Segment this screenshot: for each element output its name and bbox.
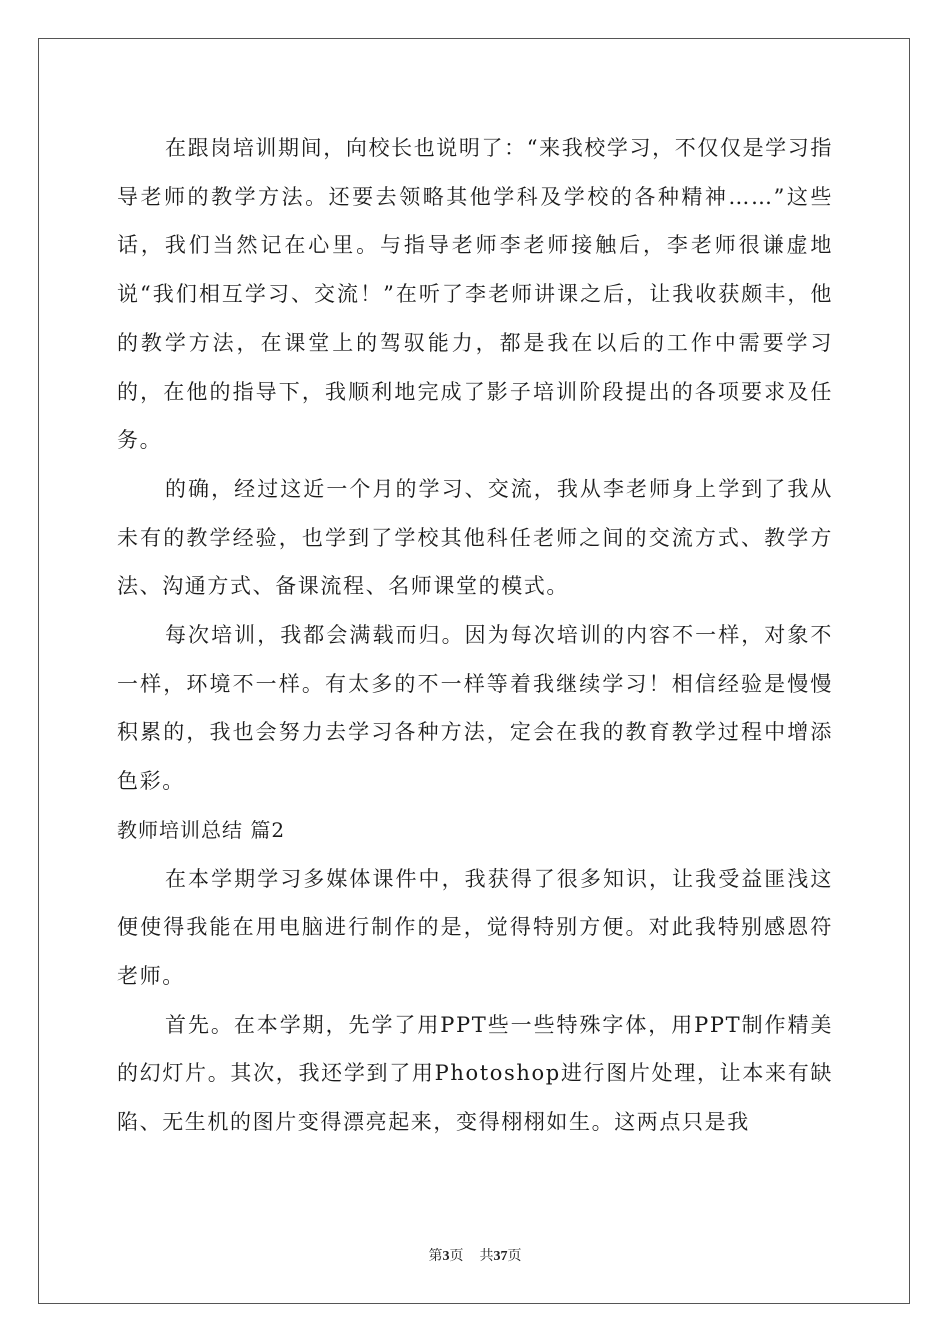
total-pages: 37 [493, 1249, 508, 1264]
page-prefix: 第 [428, 1248, 443, 1264]
page-footer [0, 1247, 950, 1266]
total-suffix: 页 [507, 1248, 522, 1264]
page-number: 3 [442, 1249, 450, 1264]
paragraph-3: 每次培训，我都会满载而归。因为每次培训的内容不一样，对象不一样，环境不一样。有太多的不一样等着我继续学习！相信经验是慢慢积累的，我也会努力去学习各种方法，定会在我的教育教学过程中增添色彩。 [117, 623, 833, 794]
section-heading: 教师培训总结 篇2 [117, 817, 286, 842]
paragraph-2: 的确，经过这近一个月的学习、交流，我从李老师身上学到了我从未有的教学经验，也学到了学校其他科任老师之间的交流方式、教学方法、沟通方式、备课流程、名师课堂的模式。 [117, 476, 833, 599]
paragraph-4: 在本学期学习多媒体课件中，我获得了很多知识，让我受益匪浅这便使得我能在用电脑进行制作的是，觉得特别方便。对此我特别感恩符老师。 [117, 866, 833, 988]
document-body [117, 124, 833, 1147]
paragraph-5: 首先。在本学期，先学了用PPT些一些特殊字体，用PPT制作精美的幻灯片。其次，我还学到了用Photoshop进行图片处理，让本来有缺陷、无生机的图片变得漂亮起来，变得栩栩如生。这两点只是我 [117, 1012, 833, 1135]
page-suffix: 页 [449, 1248, 464, 1264]
total-prefix: 共 [479, 1248, 494, 1264]
paragraph-1: 在跟岗培训期间，向校长也说明了：“来我校学习，不仅仅是学习指导老师的教学方法。还要去领略其他学科及学校的各种精神……”这些话，我们当然记在心里。与指导老师李老师接触后，李老师很谦虚地说“我们相互学习、交流！”在听了李老师讲课之后，让我收获颇丰，他的教学方法，在课堂上的驾驭能力，都是我在以后的工作中需要学习的，在他的指导下，我顺利地完成了影子培训阶段提出的各项要求及任务。 [117, 136, 833, 453]
